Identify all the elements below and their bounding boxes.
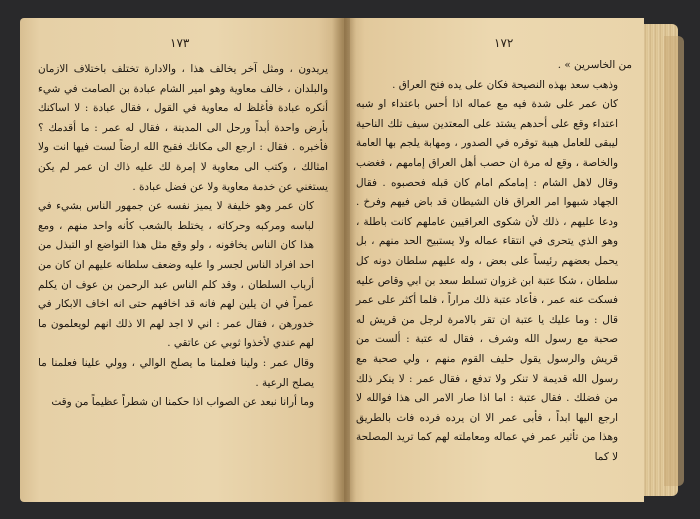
paragraph: يريدون ، ومثل آخر يخالف هذا ، والادارة تختلف باختلاف الازمان والبلدان ، خالف معاوية وهو امير الشام عبادة بن الصامت في شيء أنكره عبادة فأغلظ له معاوية في القول ، فقال عبادة : لا اساكنك بأرض واحدة أبداً ورحل الى المدينة ، فقال له عمر : ما أقدمك ؟ فأخبره . فقال : ارجع الى مكانك فقبح الله ارضاً لست فيها انت ولا امثالك ، وكتب الى معاوية لا إمرة لك عليه ذاك ان عمر لم يكن يستغني عن خدمة معاوية ولا عن فضل عبادة .: [38, 63, 328, 193]
page-edges-shadow: [664, 36, 684, 486]
left-page: [20, 18, 344, 502]
paragraph: وما أرانا نبعد عن الصواب اذا حكمنا ان شطراً عظيماً من وقت: [51, 396, 314, 409]
paragraph: كان عمر على شدة فيه مع عماله اذا أحس باعتداء او شبه اعتداء وقع على أحدهم يشتد على المعتدين سيف تلك الناحية ليبقى للعامل هيبة توقره في الصدور ، ومهابة يلجم بها العامة والخاصة ، وقع له مرة ان حصب أهل العراق إمامهم ، فغضب وقال لاهل الشام : إمامكم امام كان قبله فحصبوه . فقال الجهاد شبهوا امر العراق فان الشيطان قد باض فيهم وفرخ . ودعا عليهم ، ذلك لأن شكوى العراقيين عاملهم كانت باطلة ، وهو الذي يتحرى في انتقاء عماله ولا يستبيح الحد منهم ، بل يحمل بعضهم رئيساً على بعض ، وله عليهم سلطان دونه كل سلطان ، شكا عتبة ابن غزوان تسلط سعد بن ابي وقاص عليه فسكت عنه عمر ، فأعاد عتبة ذلك مراراً ، فلما أكثر على عمر قال : وما عليك يا عتبة ان تقر بالامرة لرجل من قريش له صحبة مع رسول الله وشرف ، فقال له عتبة : ألست من قريش والرسول يقول حليف القوم منهم ، ولي صحبة مع رسول الله قديمة لا تنكر ولا تدفع ، فقال عمر : لا ينكر ذلك من فضلك . فقال عتبة : اما اذا صار الامر الى هذا فوالله لا ارجع اليها ابداً ، فأبى عمر الا ان يرده فرده فات بالطريق وهذا من تأثير عمر في عماله ومعاملته لهم كما تريد المصلحة لا كما: [356, 98, 618, 463]
paragraph: كان عمر وهو خليفة لا يميز نفسه عن جمهور الناس بشيء في لباسه ومركبه وحركاته ، يختلط بالشعب كأنه واحد منهم ، ومع هذا كان الناس يخافونه ، ولو وقع مثل هذا التواضع او التبذل من احد افراد الناس لجسر وا عليه وضعف سلطانه عليهم ان كان من أرباب السلطان ، وقد كلم الناس عبد الرحمن بن عوف ان يكلم عمراً في ان يلين لهم فانه قد اخافهم حتى انه اخاف الابكار في خدورهن ، فقال عمر : اني لا اجد لهم الا ذلك انهم لويعلمون ما لهم عندي لأخذوا ثوبي عن عاتقي .: [38, 200, 314, 350]
page-number: ١٧٢: [494, 36, 514, 50]
page-number: ١٧٣: [170, 36, 190, 50]
right-page: [344, 18, 644, 502]
page-text: [38, 60, 328, 413]
paragraph: من الخاسرين » .: [557, 59, 632, 71]
paragraph: وذهب سعد بهذه النصيحة فكان على يده فتح العراق .: [392, 78, 618, 91]
open-book: [14, 14, 686, 506]
page-text: [356, 56, 632, 467]
book-gutter: [332, 18, 356, 502]
paragraph: وقال عمر : ولينا فعلمنا ما يصلح الوالي ، وولي علينا فعلمنا ما يصلح الرعية .: [38, 356, 314, 389]
